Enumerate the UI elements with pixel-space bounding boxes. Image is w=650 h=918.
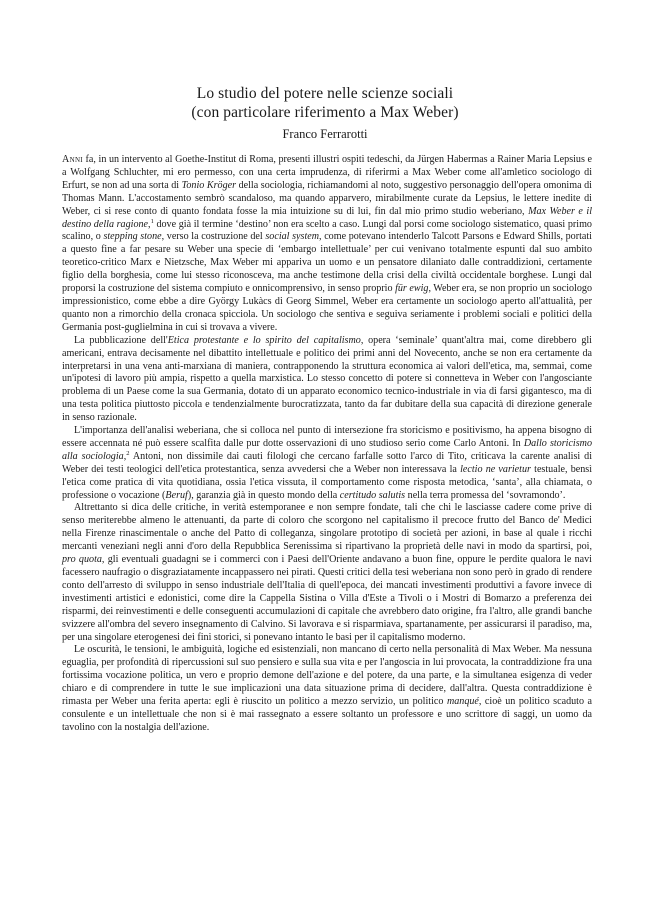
- text-run: , opera ‘seminale’ quant'altra mai, come direbbero gli americani, entrava decisamente nel dibattito intellettuale e politico dei primi anni del Novecento, anche se non era certamente da interpretarsi in una vena anti-marxiana di maniera, contrapponendo la struttura economica ai valori dell'etica, ma, semmai, come un'ipotesi di lavoro più ampia, rispetto a quella marxistica. Lo stesso concetto di potere si connetteva in Weber con l'angosciante problema di un Paese come la sua Germania, dotato di un apparato economico tecnico-industriale in via di farsi gigantesco, ma di una testa politica piuttosto piccola e tendenzialmente burocratizzata, tanto da far dubitare della sua capacità di direzione generale in senso razionale.: [62, 334, 592, 424]
- text-run: , gli eventuali guadagni se i commerci con i Paesi dell'Oriente andavano a buon fine, oppure le perdite qualora le navi facessero naufragio o disgraziatamente incappassero nei pirati. Questi critici della tesi weberiana non sono però in grado di rendere conto dell'arresto di sviluppo in senso industriale dell'Italia di quell'epoca, dei mancati investimenti produttivi a favore invece di investimenti artistici e edonistici, come dire la Cappella Sistina o Villa d'Este a Tivoli o i Mostri di Bomarzo a preferenza dei risparmi, dei reinvestimenti e delle conseguenti accumulazioni di capitale che avrebbero dato origine, fra l'altro, alle grandi banche svizzere all'ombra del severo insegnamento di Calvino. Si lavorava e si risparmiava, spartanamente, per assicurarsi il paradiso, ma, per una singolare eterogenesi dei fini storici, si ponevano intanto le basi per il capitalismo moderno.: [62, 554, 592, 643]
- text-run: fa, in un intervento al Goethe-Institut di Roma, presenti illustri ospiti tedeschi, da Jürgen Habermas a Rainer Maria Lepsius e a Wolfgang Schluchter, mi ero permesso, con una certa imprudenza, di riferirmi a Max Weber come all'amletico sociologo di Erfurt, se non ad una sorta di: [62, 154, 592, 191]
- text-run: , verso la costruzione del: [161, 231, 266, 243]
- text-run: ,: [123, 450, 127, 462]
- italic-phrase: für ewig: [395, 283, 429, 295]
- text-run: nella terra promessa del ‘sovramondo’.: [405, 489, 566, 501]
- body-paragraph: [62, 335, 592, 425]
- text-run: , come potevano intenderlo Talcott Parsons e Edward Shills, portati a questo fine a far pesare su Weber una specie di ‘embargo intellettuale’ per cui venivano totalmente espunti dal suo ambito teoretico-critico Marx e Nietzsche, Max Weber mi appariva un uomo e un pensatore dilaniato dalle contraddizioni, certamente figlio della borghesia, come lui stesso riconosceva, ma anche testimone della crisi della civiltà occidentale borghese. Lungi dal proporsi la costruzione del sistema compiuto e onnicomprensivo, in senso proprio: [62, 231, 592, 295]
- text-run: Le oscurità, le tensioni, le ambiguità, logiche ed esistenziali, non mancano di certo nella personalità di Max Weber. Ma nessuna eguaglia, per profondità di ripercussioni sul suo pensiero e sulla sua vita e per l'angoscia in lui provocata, la contraddizione fra una fortissima vocazione politica, un vero e proprio demone dell'azione e del potere, da una parte, e la simultanea esigenza di veder chiaro e di comprendere in tutte le sue implicazioni una data situazione prima di decidere, dall'altra. Questa contraddizione è rimasta per Weber una ferita aperta: egli è riuscito un politico a mezzo servizio, un politico: [62, 644, 592, 708]
- italic-phrase: Etica protestante e lo spirito del capitalismo: [167, 334, 361, 346]
- text-run: ), garanzia già in questo mondo della: [187, 489, 340, 501]
- body-paragraph: [62, 154, 592, 335]
- text-run: L'importanza dell'analisi weberiana, che si colloca nel punto di intersezione fra storicismo e positivismo, ha appena bisogno di essere accennata né può essere scalfita dalle pur dotte osservazioni di uno studioso serio come Carlo Antoni. In: [62, 425, 592, 449]
- footnote-marker: 1: [150, 217, 154, 225]
- italic-phrase: Tonio Kröger: [181, 179, 237, 191]
- text-run: , Weber era, se non proprio un sociologo impressionistico, come ebbe a dire György Lukàcs di Georg Simmel, Weber era certamente un sociologo aperto all'attualità, per quanto non a rimorchio della cronaca spicciola. Un sociologo che sentiva e seguiva seriamente i problemi sociali e politici della Germania post-guglielmina in cui si trovava a vivere.: [62, 283, 592, 333]
- small-caps-opening: Anni: [62, 154, 83, 165]
- article-body: [62, 154, 592, 735]
- author-name: Franco Ferrarotti: [282, 127, 368, 141]
- text-run: Antoni, non dissimile dai cauti filologi che cercano farfalle sotto l'arco di Tito, criticava la carente analisi di Weber dei testi teologici dell'etica protestantica, senza avvedersi che a Weber non interessava la: [62, 450, 592, 475]
- article-title-line-2: (con particolare riferimento a Max Weber): [191, 104, 459, 121]
- body-paragraph: [62, 502, 592, 644]
- italic-phrase: pro quota: [62, 554, 102, 566]
- italic-phrase: manqué: [446, 696, 479, 708]
- italic-phrase: Dallo storicismo alla sociologia: [62, 437, 593, 462]
- text-run: dove già il termine ‘destino’ non era scelto a caso. Lungi dal porsi come sociologo sistematico, quasi primo scalino, o: [62, 218, 592, 243]
- italic-phrase: certitudo salutis: [339, 489, 406, 501]
- text-run: , cioè un politico scaduto a consulente e un intellettuale che non si è mai rassegnato a essere soltanto un professore e uno scrittore di saggi, un uomo da tavolino con la nostalgia dell'azione.: [62, 696, 593, 733]
- text-run: Altrettanto si dica delle critiche, in verità estemporanee e non sempre fondate, tali che chi le lasciasse cadere come prive di senso meriterebbe almeno le attenuanti, da parte di coloro che scorgono nel capitalismo il precoce frutto del Banco de' Medici nella Firenze rinascimentale o anche del Patto di colleganza, singolare prototipo di società per azioni, in base al quale i ricchi mercanti veneziani negli anni d'oro della Repubblica Serenissima si ripartivano la proprietà delle navi in modo da spartirsi, poi,: [62, 502, 592, 553]
- text-run: La pubblicazione dell': [74, 334, 168, 346]
- footnote-marker: 2: [126, 449, 130, 457]
- body-paragraph: [62, 425, 592, 502]
- article-title-line-1: Lo studio del potere nelle scienze sociali: [196, 85, 454, 102]
- body-paragraph: [62, 644, 592, 734]
- text-run: della sociologia, richiamandomi al noto, suggestivo personaggio dell'opera omonima di Thomas Mann. L'accostamento sembrò scandaloso, ma quando apparvero, mirabilmente curate da Lepsius, le lettere inedite di Weber, ci si rese conto di quanto fondata fosse la mia intuizione su di lui, fin dal mio primo studio weberiano,: [62, 179, 592, 217]
- italic-phrase: Max Weber e il destino della ragione: [62, 205, 592, 230]
- text-run: ,: [148, 218, 151, 230]
- italic-phrase: lectio ne varietur: [460, 463, 531, 475]
- italic-phrase: stepping stone: [103, 231, 162, 243]
- text-run: testuale, bensì l'etica come pratica di vita quotidiana, ossia l'etica vissuta, il comportamento come risposta metodica, ‘santa’, alla chiamata, o professione o vocazione (: [62, 463, 592, 501]
- italic-phrase: social system: [265, 231, 320, 243]
- italic-phrase: Beruf: [165, 489, 188, 501]
